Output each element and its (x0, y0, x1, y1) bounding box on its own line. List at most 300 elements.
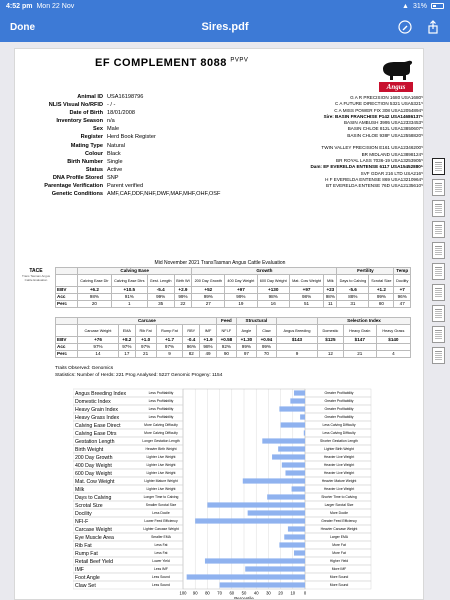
right-descriptor: Larger Scrotal Size (324, 503, 354, 508)
thumbnail-page[interactable] (432, 221, 445, 238)
info-label: NLIS Visual No/RFID (48, 102, 103, 109)
thumbnail-page[interactable] (432, 179, 445, 196)
table-row (56, 351, 411, 358)
table-column-header: Heavy Grass (376, 325, 410, 337)
table-cell: 80 (369, 301, 394, 308)
table-column-header: Heavy Grain (343, 325, 376, 337)
trait-label: Angus Breeding Index (75, 390, 127, 397)
trait-label: Days to Calving (75, 494, 112, 501)
info-value: Parent verified (107, 183, 144, 190)
percentile-bar (290, 398, 305, 403)
percentile-bar (282, 462, 305, 467)
percentile-bar (220, 582, 305, 587)
table-cell: 97% (135, 344, 156, 351)
percentile-bar (207, 502, 305, 507)
trait-label: Scrotal Size (75, 502, 103, 509)
row-label: Acc (56, 294, 78, 301)
table-cell: 49 (200, 351, 217, 358)
trait-label: Heavy Grass Index (75, 414, 120, 421)
table-cell: 9 (276, 351, 317, 358)
table-column-header: NFI-F (216, 325, 236, 337)
info-row (19, 93, 220, 101)
trait-label: Calving Ease Direct (75, 422, 121, 429)
tace-logo (21, 268, 51, 282)
table-cell: 99% (147, 294, 174, 301)
info-value: AMF,CAF,DDF,NHF,DWF,MAF,MHF,OHF,OSF (107, 191, 221, 198)
pedigree-parent: Sire: BASIN FRANCHISE P142 USA14686137⁵ (323, 113, 423, 119)
table-group-header: Fertility (337, 268, 394, 275)
left-descriptor: Lighter Live Weight (146, 471, 176, 476)
table-cell: +23 (324, 287, 337, 294)
info-row (19, 125, 220, 133)
trait-label: Eye Muscle Area (75, 534, 114, 541)
table-group-row (56, 318, 411, 325)
table-cell: $147 (343, 337, 376, 344)
right-descriptor: Larger EMA (329, 535, 349, 540)
trait-label: Docility (75, 510, 92, 517)
table-cell: +1.7 (156, 337, 183, 344)
table-column-header: Scrotal Size (369, 275, 394, 287)
tace-subtitle: Trans Tasman Angus Cattle Evaluation (21, 274, 50, 282)
x-tick-label: 80 (205, 590, 210, 596)
left-descriptor: Less Fat (154, 543, 168, 548)
pedigree (247, 95, 423, 189)
table-cell: +52 (192, 287, 225, 294)
table-group-row (56, 268, 411, 275)
pdf-page[interactable] (14, 48, 424, 600)
x-tick-label: 40 (253, 590, 259, 596)
table-cell: 91% (111, 294, 147, 301)
animal-name: EF COMPLEMENT 8088 (95, 57, 227, 69)
percentile-bar (279, 406, 305, 411)
table-header-row (56, 275, 411, 287)
table-cell: 99% (236, 344, 256, 351)
x-tick-label: 70 (217, 590, 222, 596)
tace-label: TACE (29, 268, 43, 274)
table-cell: 9 (156, 351, 183, 358)
trait-label: 200 Day Growth (75, 454, 113, 461)
info-value: Natural (107, 142, 126, 149)
trait-label: Foot Angle (75, 574, 100, 581)
table-column-header: 200 Day Growth (192, 275, 225, 287)
table-cell: 98% (289, 294, 323, 301)
table-cell: +76 (78, 337, 119, 344)
info-row (19, 182, 220, 190)
table-cell: 51 (289, 301, 323, 308)
percentile-bar (279, 542, 305, 547)
right-descriptor: Lighter Birth Weight (324, 447, 354, 452)
info-label: Colour (84, 150, 103, 157)
table-cell: 96% (394, 294, 411, 301)
right-descriptor: Heavier Live Weight (323, 455, 355, 460)
row-label: Perc (56, 351, 78, 358)
table-cell: 21 (343, 351, 376, 358)
page-thumbnails (432, 158, 446, 368)
right-descriptor: More Fat (332, 543, 346, 548)
info-value: Active (107, 166, 123, 173)
table-cell (376, 344, 410, 351)
right-descriptor: Heavier Live Weight (323, 463, 355, 468)
x-tick-label: 30 (266, 590, 271, 596)
table-header-row (56, 325, 411, 337)
thumbnail-page[interactable] (432, 347, 445, 364)
percentile-bar (195, 518, 305, 523)
trait-label: Claw Set (75, 582, 96, 589)
left-descriptor: Lighter Live Weight (146, 463, 176, 468)
row-label: EBV (56, 337, 78, 344)
table-group-header: Carcase (78, 318, 217, 325)
x-tick-label: 90 (192, 590, 198, 596)
table-cell (343, 344, 376, 351)
left-descriptor: Lighter Mature Weight (144, 479, 178, 484)
info-row (19, 117, 220, 125)
left-descriptor: Heavier Birth Weight (145, 447, 177, 452)
right-descriptor: Greater Profitability (324, 391, 354, 396)
table-cell: 88% (337, 294, 369, 301)
bull-icon (377, 55, 417, 83)
right-descriptor: Less Calving Difficulty (322, 423, 356, 428)
table-column-header: Claw (256, 325, 276, 337)
table-column-header: RBY (183, 325, 200, 337)
percentile-bar (294, 390, 305, 395)
percentile-bar (243, 478, 305, 483)
info-label: Inventory Season (56, 118, 103, 125)
table-cell: 97 (236, 351, 256, 358)
left-descriptor: More Calving Difficulty (144, 423, 178, 428)
trait-label: Calving Ease Dtrs (75, 430, 117, 437)
table-cell: +1.2 (369, 287, 394, 294)
left-descriptor: Lighter Live Weight (146, 487, 176, 492)
table-cell: 99% (225, 294, 257, 301)
nav-actions (398, 20, 440, 34)
left-descriptor: Less Profitability (148, 399, 174, 404)
table-column-header: Milk (324, 275, 337, 287)
angus-logo (377, 55, 417, 95)
table-column-header: Rib Fat (135, 325, 156, 337)
table-cell: 12 (318, 351, 344, 358)
table-column-header (56, 275, 78, 287)
percentile-bar (300, 414, 305, 419)
table-row (56, 344, 411, 351)
percentile-chart (73, 387, 373, 600)
table-group-header: Feed (216, 318, 236, 325)
info-label: Parentage Verification (44, 183, 103, 190)
left-descriptor: Smaller Scrotal Size (145, 503, 177, 508)
info-value: SNP (107, 174, 119, 181)
table-cell: 1 (111, 301, 147, 308)
trait-label: Domestic Index (75, 398, 111, 405)
percentile-bar (245, 566, 305, 571)
percentile-bar (187, 574, 305, 579)
table-cell: 22 (174, 301, 192, 308)
table-cell (276, 344, 317, 351)
table-row (56, 301, 411, 308)
table-column-header: Calving Ease Dtrs (111, 275, 147, 287)
table-cell: 17 (118, 351, 135, 358)
table-cell: +130 (257, 287, 289, 294)
trait-label: 400 Day Weight (75, 462, 112, 469)
table-cell: +97 (225, 287, 257, 294)
table-cell: $143 (276, 337, 317, 344)
info-row (19, 133, 220, 141)
percentile-bar (205, 558, 305, 563)
percentile-bar (272, 454, 305, 459)
pedigree-ancestor: BT EVERELDA ENTENSE 76D USA12135610⁵ (325, 183, 423, 189)
left-descriptor: Longer Gestation Length (142, 439, 180, 444)
info-row (19, 150, 220, 158)
info-value: Single (107, 158, 123, 165)
left-descriptor: Less Profitability (148, 407, 174, 412)
left-descriptor: Less IMF (154, 567, 168, 572)
table-column-header: Docility (394, 275, 411, 287)
percentile-bar (288, 526, 305, 531)
table-cell: 47 (394, 301, 411, 308)
table-cell: 97% (78, 344, 119, 351)
table-cell: 97% (118, 344, 135, 351)
table-cell: 70 (256, 351, 276, 358)
info-value: Herd Book Register (107, 134, 156, 141)
table-column-header: Mat. Cow Weight (289, 275, 323, 287)
share-icon[interactable] (426, 20, 440, 34)
pedigree-ancestor: G A R PRECISION 1680 USA1680⁵ (350, 95, 423, 100)
table-cell: $125 (318, 337, 344, 344)
info-label: Animal ID (77, 94, 103, 100)
right-descriptor: More IMF (331, 567, 347, 572)
table-column-header: EMA (118, 325, 135, 337)
right-descriptor: Greater Profitability (324, 415, 354, 420)
info-row (19, 166, 220, 174)
info-row (19, 142, 220, 150)
percentile-bar (284, 534, 305, 539)
x-tick-label: 10 (290, 590, 296, 596)
table-column-header: 600 Day Weight (257, 275, 289, 287)
trait-label: IMF (75, 566, 84, 573)
table-group-header (56, 318, 78, 325)
trait-label: Heavy Grain Index (75, 406, 118, 413)
thumbnail-page[interactable] (432, 200, 445, 217)
animal-name-heading (95, 57, 248, 69)
percentile-bar (248, 510, 305, 515)
pedigree-ancestor: BASIN CHLOE 938F USA12558820⁵ (347, 132, 423, 138)
left-descriptor: More Calving Difficulty (144, 431, 178, 436)
table-cell: +0.94 (256, 337, 276, 344)
table-group-header (276, 318, 317, 325)
right-descriptor: Greater Profitability (324, 407, 354, 412)
left-descriptor: Less Sound (152, 575, 170, 580)
info-value: USA16198796 (107, 94, 144, 100)
info-value: 18/01/2008 (107, 110, 135, 117)
table-cell: +10.5 (111, 287, 147, 294)
table-cell (318, 344, 344, 351)
statistics: Statistics: Number of Herds: 221 Prog Analysed: 5227 Genomic Progeny: 1154 (55, 373, 223, 378)
table-group-header: Selection Index (318, 318, 411, 325)
table-group-header: Calving Ease (78, 268, 192, 275)
table-cell: $140 (376, 337, 410, 344)
status-time: 4:52 pm (6, 2, 33, 10)
info-value: Black (107, 150, 121, 157)
table-group-header: Growth (192, 268, 337, 275)
info-label: Mating Type (70, 142, 103, 149)
thumbnail-page[interactable] (432, 284, 445, 301)
x-axis-label: Percentile (234, 596, 254, 600)
table-group-header: Temp (394, 268, 411, 275)
status-right (402, 3, 444, 10)
percentile-bar (292, 486, 305, 491)
table-column-header: Days to Calving (337, 275, 369, 287)
right-descriptor: Heavier Mature Weight (321, 479, 357, 484)
table-column-header: Carcase Weight (78, 325, 119, 337)
table-cell: 82 (183, 351, 200, 358)
table-cell: 4 (376, 351, 410, 358)
thumbnail-page[interactable] (432, 158, 445, 175)
table-cell: +1.30 (236, 337, 256, 344)
percentile-bar (304, 430, 305, 435)
right-descriptor: Greater Feed Efficiency (321, 519, 357, 524)
table-cell: +8.2 (118, 337, 135, 344)
table-cell: +6.2 (78, 287, 112, 294)
ebv-caption: Mid November 2021 TransTasman Angus Cattle Evaluation (154, 260, 286, 266)
table-cell: 99% (369, 294, 394, 301)
left-descriptor: Smaller EMA (151, 535, 171, 540)
table-cell: +1.9 (200, 337, 217, 344)
info-row (19, 190, 220, 198)
right-descriptor: Heavier Live Weight (323, 487, 355, 492)
trait-label: NFI-F (75, 518, 89, 525)
info-value: Male (107, 126, 120, 133)
percentile-bar (278, 446, 305, 451)
markup-icon[interactable] (398, 20, 412, 34)
table-cell: 99% (174, 294, 192, 301)
percentile-bar (267, 494, 305, 499)
info-row (19, 158, 220, 166)
right-descriptor: Greater Profitability (324, 399, 354, 404)
left-descriptor: Lighter Carcase Weight (143, 527, 179, 532)
trait-label: Milk (75, 486, 85, 493)
table-cell: 97% (156, 344, 183, 351)
table-cell: 99% (192, 294, 225, 301)
wifi-icon: ▲ (402, 2, 409, 10)
table-cell: +1.0 (135, 337, 156, 344)
right-descriptor: Higher Yield (329, 559, 349, 564)
info-label: Status (85, 166, 103, 173)
table-cell: 92% (216, 344, 236, 351)
info-label: Date of Birth (69, 110, 103, 117)
table-cell: 98% (78, 294, 112, 301)
right-descriptor: Heavier Live Weight (323, 471, 355, 476)
info-label: Genetic Conditions (51, 191, 103, 198)
left-descriptor: Longer Time to Calving (143, 495, 179, 500)
x-tick-label: 60 (229, 590, 235, 596)
left-descriptor: Less Docile (152, 511, 170, 516)
trait-label: 600 Day Weight (75, 470, 112, 477)
info-label: Birth Number (67, 158, 103, 165)
left-descriptor: Lighter Live Weight (146, 455, 176, 460)
table-cell: 98% (257, 294, 289, 301)
table-cell: 90 (216, 351, 236, 358)
done-button[interactable]: Done (10, 21, 35, 33)
ebv-table-2 (55, 317, 411, 358)
thumbnail-page[interactable] (432, 263, 445, 280)
table-column-header: Gest. Length (147, 275, 174, 287)
animal-info (19, 93, 220, 198)
table-column-header: Birth Wt (174, 275, 192, 287)
thumbnail-page[interactable] (432, 326, 445, 343)
animal-name-suffix: PVPV (230, 57, 249, 64)
trait-label: Rump Fat (75, 550, 98, 557)
table-group-header (56, 268, 78, 275)
table-cell: 98% (325, 294, 335, 299)
status-date: Mon 22 Nov (36, 2, 75, 10)
pedigree-ancestor: BR ROYAL LASS 7036-19 USA13253905⁵ (336, 157, 423, 163)
left-descriptor: Less Profitability (148, 415, 174, 420)
pedigree-parent: Dam: EF EVERELDA ENTENSE 6117 USA15452880⁵ (310, 164, 423, 170)
x-tick-label: 50 (241, 590, 247, 596)
table-column-header: Domestic (318, 325, 344, 337)
info-label: DNA Profile Stored (52, 174, 103, 181)
ebv-table-1 (55, 267, 411, 308)
pedigree-ancestor: BASIN AMBUSH 3995 USA12333453⁵ (343, 120, 423, 126)
table-cell: -5.6 (337, 287, 369, 294)
right-descriptor: More Docile (329, 511, 349, 516)
left-descriptor: Lower Feed Efficiency (144, 519, 178, 524)
row-label: EBV (56, 287, 78, 294)
right-descriptor: Heavier Carcase Weight (320, 527, 358, 532)
thumbnail-page[interactable] (432, 305, 445, 322)
table-cell: 11 (324, 301, 337, 308)
percentile-bar (285, 470, 305, 475)
left-descriptor: Less Fat (154, 551, 168, 556)
battery-icon (431, 3, 444, 9)
table-cell: 27 (192, 301, 225, 308)
trait-label: Retail Beef Yield (75, 558, 114, 565)
table-column-header: Angus Breeding (276, 325, 317, 337)
percentile-bar (281, 422, 305, 427)
info-row (19, 109, 220, 117)
pedigree-ancestor: TWIN VALLEY PRECISION E161 USA12346200⁵ (321, 145, 423, 151)
table-row (56, 337, 411, 344)
table-cell: +97 (289, 287, 323, 294)
table-cell: -5.4 (147, 287, 174, 294)
pedigree-ancestor: H F EVERELDA ENTENSE 869 USA13210964⁵ (325, 176, 423, 182)
table-column-header: IMF (200, 325, 217, 337)
table-column-header: 400 Day Weight (225, 275, 257, 287)
right-descriptor: More Fat (332, 551, 346, 556)
pedigree-ancestor: C A MISS POWER FIX 308 USA12054894⁵ (334, 107, 423, 113)
table-column-header: Calving Ease Dir (78, 275, 112, 287)
row-label: Perc (56, 301, 78, 308)
table-cell: 21 (135, 351, 156, 358)
table-cell: 98% (200, 344, 217, 351)
status-bar (0, 0, 450, 12)
right-descriptor: Less Calving Difficulty (322, 431, 356, 436)
pedigree-ancestor: C A FUTURE DIRECTION 5321 USA5321⁵ (335, 101, 423, 107)
trait-label: Carcase Weight (75, 526, 112, 533)
trait-label: Rib Fat (75, 542, 92, 549)
table-cell: 20 (78, 301, 112, 308)
table-cell: 31 (337, 301, 369, 308)
percentile-bar (262, 438, 305, 443)
trait-label: Mat. Cow Weight (75, 478, 115, 485)
info-value: - / - (107, 102, 116, 109)
thumbnail-page[interactable] (432, 242, 445, 259)
table-column-header: Angle (236, 325, 256, 337)
table-cell: +7 (394, 287, 411, 294)
nav-bar (0, 12, 450, 42)
info-value: n/a (107, 118, 115, 125)
x-tick-label: 100 (179, 590, 187, 596)
x-tick-label: 0 (303, 590, 307, 596)
logo-text: Angus (379, 82, 413, 92)
